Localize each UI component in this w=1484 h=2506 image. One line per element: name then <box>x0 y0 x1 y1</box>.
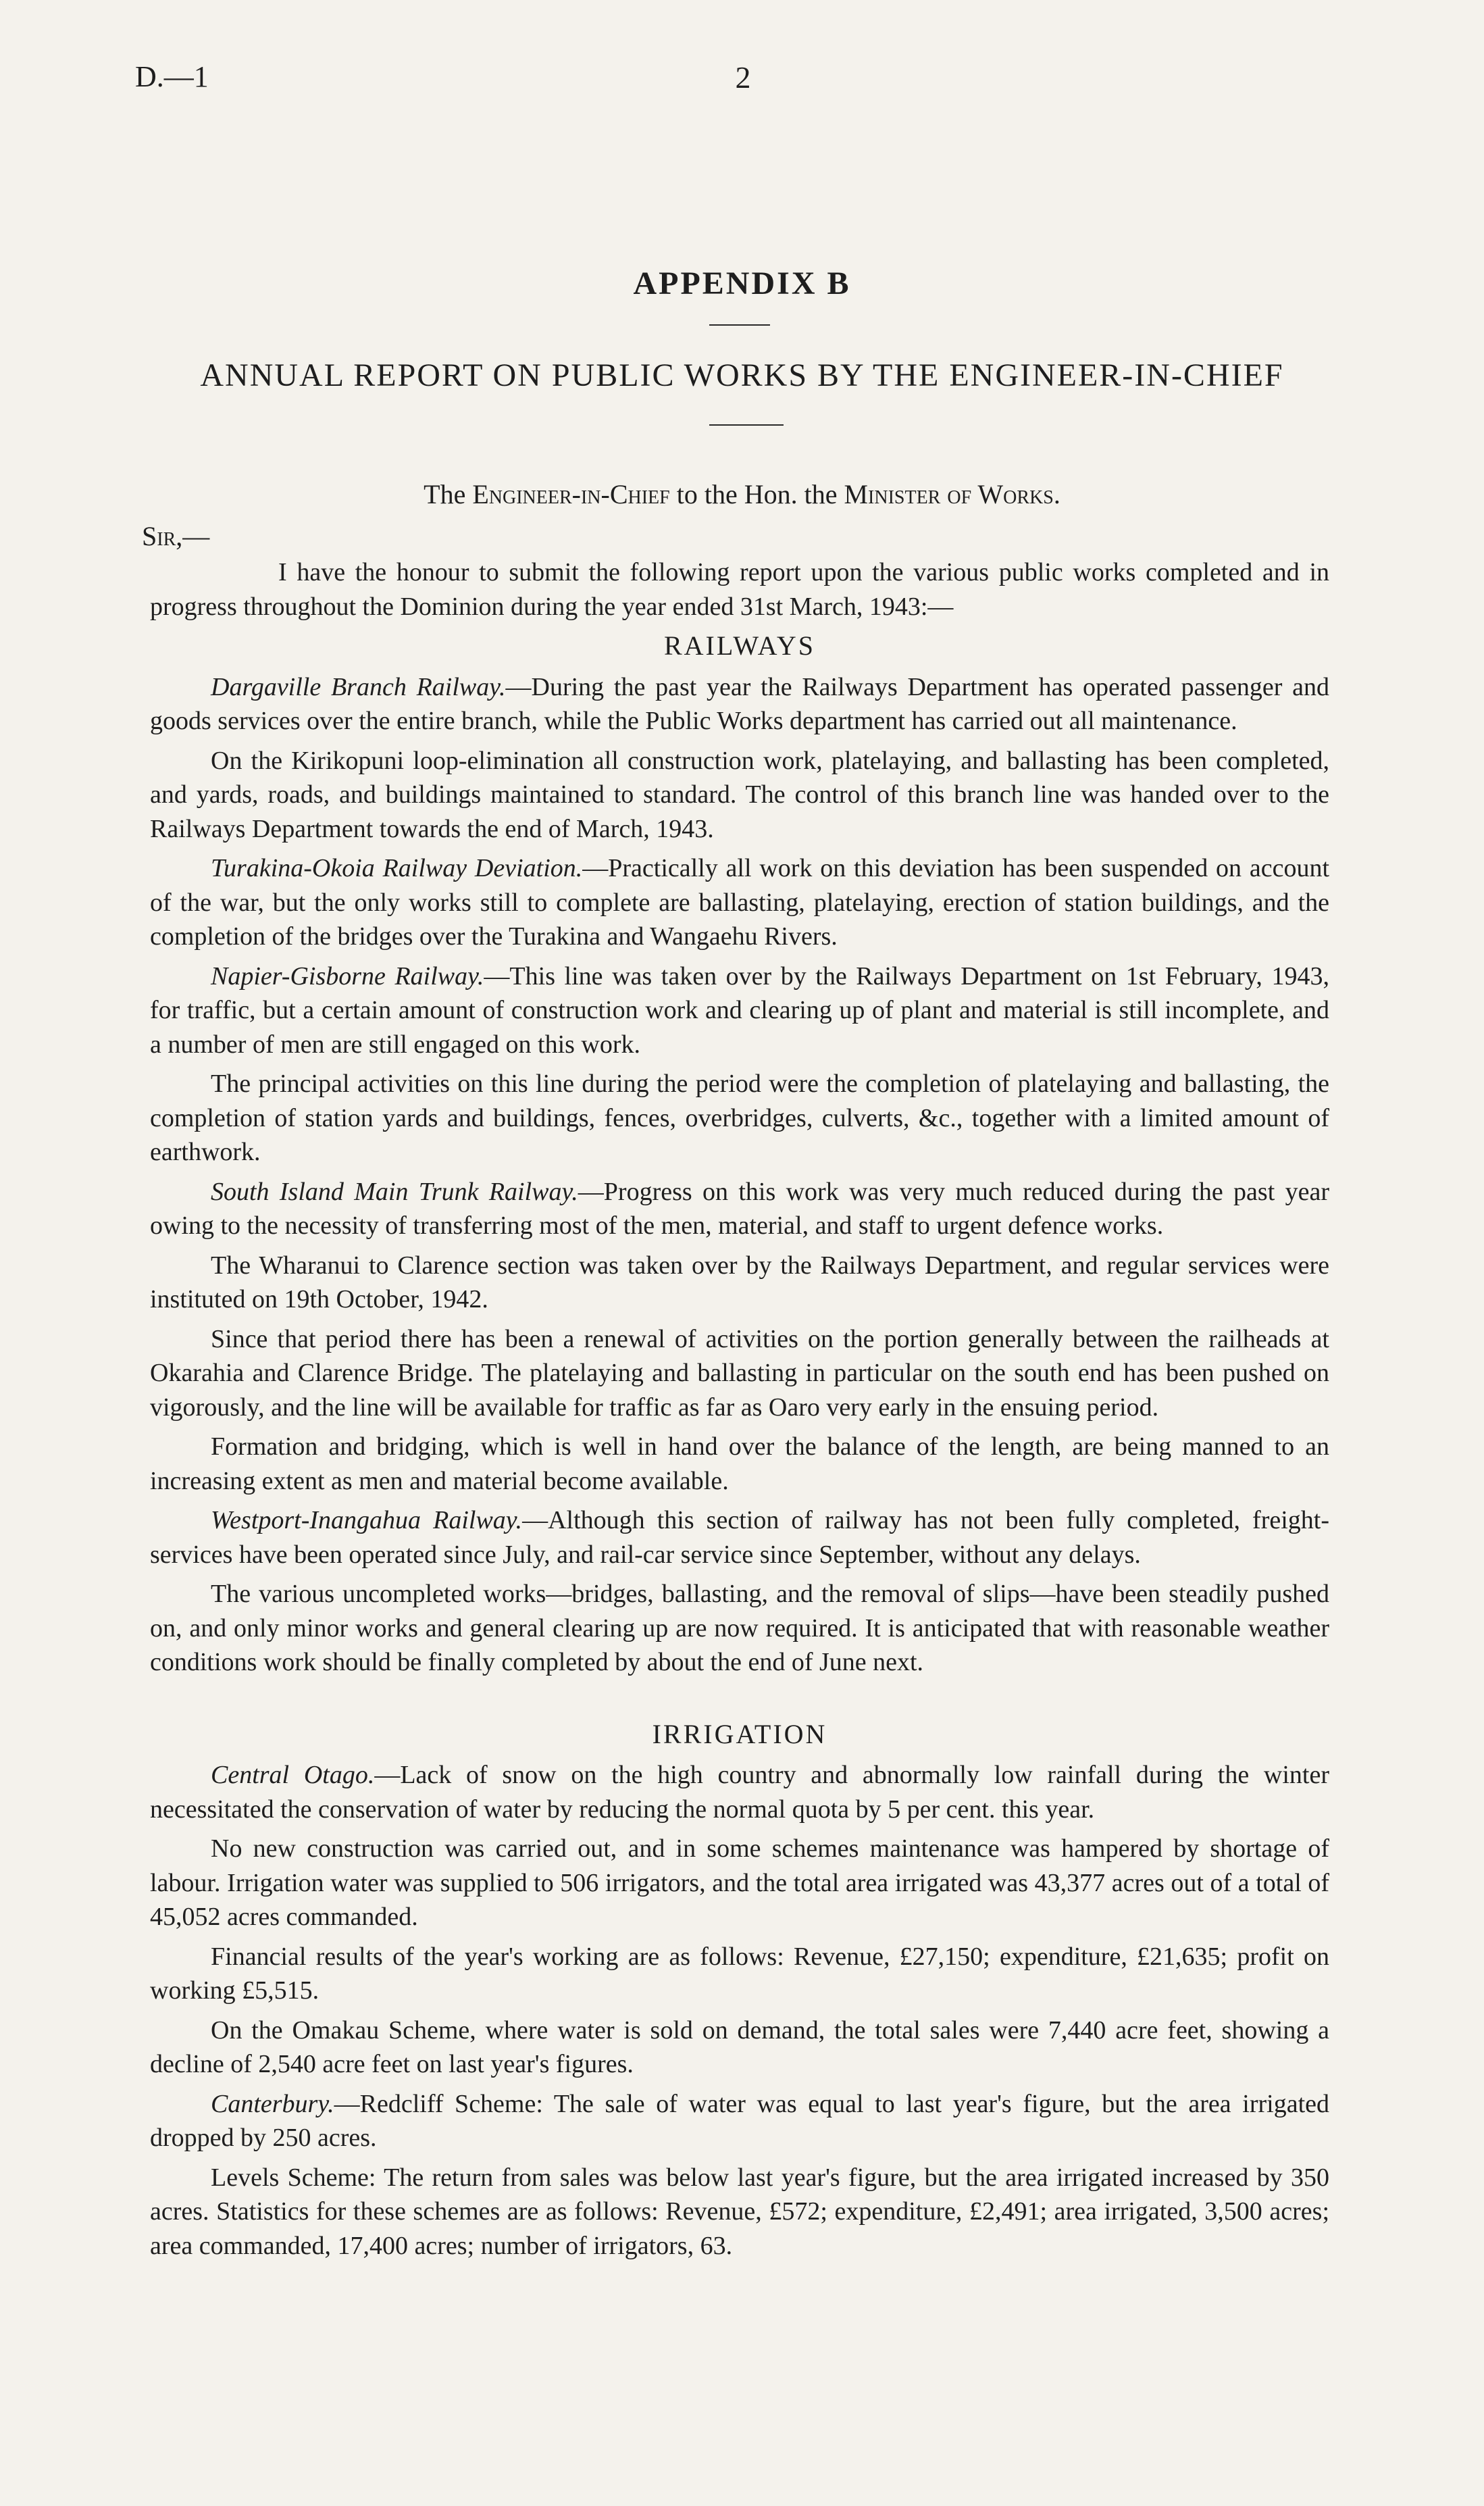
irrigation-section <box>150 1758 1329 2263</box>
intro-paragraph: I have the honour to submit the following report upon the various public works completed and in progress throughout the Dominion during the year ended 31st March, 1943:— <box>150 558 1329 621</box>
paragraph-heading: Canterbury. <box>211 2089 334 2118</box>
paragraph-text: —Redcliff Scheme: The sale of water was equal to last year's figure, but the area irrigated dropped by 250 acres. <box>150 2089 1329 2152</box>
title-divider <box>709 324 770 326</box>
paragraph-text: —This line was taken over by the Railways Department on 1st February, 1943, for traffic, but a certain amount of construction work and clearing up of plant and material is still incomplete, and a number of men are still engaged on this work. <box>150 961 1330 1059</box>
paragraph <box>150 851 1329 954</box>
paragraph-heading: Central Otago. <box>211 1761 375 1789</box>
paragraph-text: The principal activities on this line during the period were the completion of platelaying and ballasting, the completion of station yards and buildings, fences, overbridges, culverts, &c., together with a limited amount of earthwork. <box>150 1070 1329 1166</box>
title-divider-2 <box>709 424 784 426</box>
paragraph <box>150 2087 1329 2155</box>
paragraph-text: —Progress on this work was very much reduced during the past year owing to the necessity of transferring most of the men, material, and staff to urgent defence works. <box>150 1177 1330 1240</box>
paragraph <box>150 1503 1329 1572</box>
addressee-from: Engineer-in-Chief <box>472 479 670 509</box>
report-body <box>150 555 1329 2268</box>
paragraph-text: The various uncompleted works—bridges, ballasting, and the removal of slips—have been steadily pushed on, and only minor works and general clearing up are now required. It is anticipated that with reasonable weather conditions work should be finally completed by about the end of June next. <box>150 1580 1329 1676</box>
addressee-to: Minister of Works <box>844 479 1054 509</box>
paragraph <box>150 1832 1329 1934</box>
paragraph <box>150 670 1329 738</box>
paragraph-heading: South Island Main Trunk Railway. <box>211 1177 578 1206</box>
salutation: Sir,— <box>142 521 210 551</box>
paragraph <box>150 2161 1329 2263</box>
paragraph-text: On the Kirikopuni loop-elimination all construction work, platelaying, and ballasting has been completed, and yards, roads, and buildings maintained to standard. The control of this branch line was handed over to the Railways Department towards the end of March, 1943. <box>150 746 1329 843</box>
paragraph <box>150 1577 1329 1680</box>
document-reference: D.—1 <box>135 60 209 93</box>
paragraph-text: The Wharanui to Clarence section was taken over by the Railways Department, and regular services were instituted on 19th October, 1942. <box>150 1251 1329 1313</box>
paragraph <box>150 1322 1329 1425</box>
paragraph-text: —Lack of snow on the high country and abnormally low rainfall during the winter necessitated the conservation of water by reducing the normal quota by 5 per cent. this year. <box>150 1761 1329 1824</box>
addressee-line <box>0 478 1484 510</box>
paragraph <box>150 1249 1329 1317</box>
paragraph-heading: Turakina-Okoia Railway Deviation. <box>211 854 583 882</box>
railways-section <box>150 670 1329 1680</box>
paragraph-text: On the Omakau Scheme, where water is sold on demand, the total sales were 7,440 acre feet, showing a decline of 2,540 acre feet on last year's figures. <box>150 2015 1329 2078</box>
paragraph-text: Formation and bridging, which is well in hand over the balance of the length, are being manned to an increasing extent as men and material become available. <box>150 1432 1329 1495</box>
addressee-mid: to the Hon. the <box>676 479 838 509</box>
paragraph-text: Levels Scheme: The return from sales was below last year's figure, but the area irrigated increased by 350 acres. Statistics for these schemes are as follows: Revenue, £572; expenditure, £2,491; area irrigated, 3,500 acres; area commanded, 17,400 acres; number of irrigators, 63. <box>150 2163 1329 2260</box>
paragraph <box>150 959 1329 1062</box>
paragraph <box>150 1940 1329 2008</box>
paragraph-text: —During the past year the Railways Department has operated passenger and goods services over the entire branch, while the Public Works department has carried out all maintenance. <box>150 672 1329 735</box>
page-number: 2 <box>735 60 751 95</box>
intro-block <box>150 555 1329 624</box>
paragraph-text: —Practically all work on this deviation has been suspended on account of the war, but the only works still to complete are ballasting, platelaying, erection of station buildings, and the completion of the bridges over the Turakina and Wangaehu Rivers. <box>150 854 1329 951</box>
paragraph-heading: Westport-Inangahua Railway. <box>211 1506 523 1534</box>
addressee-end: . <box>1053 479 1060 509</box>
section-heading-irrigation: IRRIGATION <box>652 1718 827 1749</box>
section-heading-railways: RAILWAYS <box>663 630 816 661</box>
paragraph-text: —Although this section of railway has not been fully completed, freight-services have been operated since July, and rail-car service since September, without any delays. <box>150 1506 1329 1569</box>
paragraph <box>150 1758 1329 1826</box>
paragraph-heading: Dargaville Branch Railway. <box>211 672 506 701</box>
appendix-title: APPENDIX B <box>633 266 851 301</box>
paragraph-text: Financial results of the year's working are as follows: Revenue, £27,150; expenditure, £21,635; profit on working £5,515. <box>150 1942 1329 2005</box>
paragraph-text: Since that period there has been a renewal of activities on the portion generally between the railheads at Okarahia and Clarence Bridge. The platelaying and ballasting in particular on the south end has been pushed on vigorously, and the line will be available for traffic as far as Oaro very early in the ensuing period. <box>150 1324 1329 1422</box>
paragraph-text: No new construction was carried out, and in some schemes maintenance was hampered by shortage of labour. Irrigation water was supplied to 506 irrigators, and the total area irrigated was 43,377 acres out of a total of 45,052 acres commanded. <box>150 1834 1329 1931</box>
paragraph <box>150 2013 1329 2082</box>
paragraph <box>150 1175 1329 1243</box>
addressee-the: The <box>424 479 466 509</box>
report-title: ANNUAL REPORT ON PUBLIC WORKS BY THE ENGINEER-IN-CHIEF <box>200 357 1284 393</box>
paragraph <box>150 1430 1329 1498</box>
paragraph-heading: Napier-Gisborne Railway. <box>211 961 484 991</box>
paragraph <box>150 1067 1329 1170</box>
paragraph <box>150 744 1329 847</box>
